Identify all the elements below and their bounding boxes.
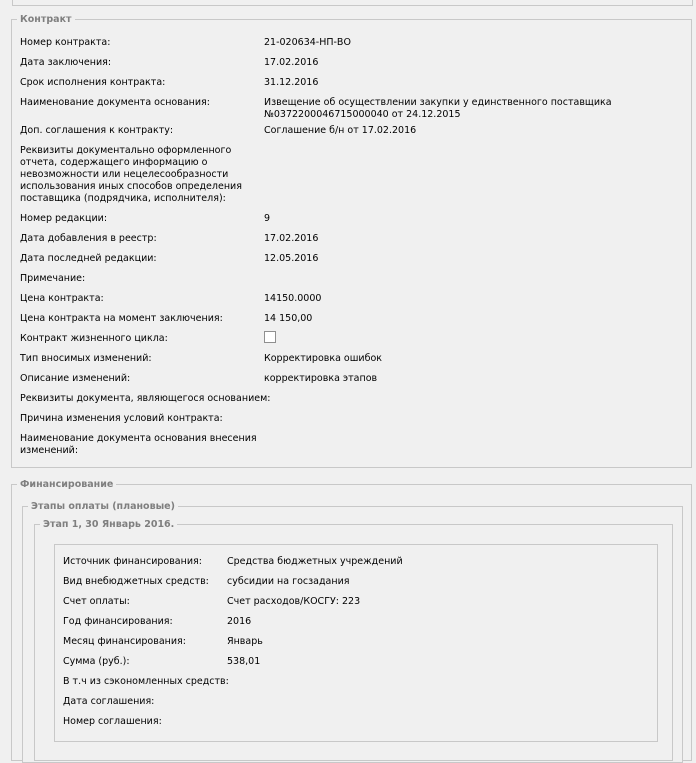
change-type-label: Тип вносимых изменений: xyxy=(20,353,152,364)
change-reason-label: Причина изменения условий контракта: xyxy=(20,413,223,424)
payment-stages-legend: Этапы оплаты (плановые) xyxy=(31,501,175,512)
contract-price-value: 14150.0000 xyxy=(264,293,322,304)
basis-document-value-line1: Извещение об осуществлении закупки у единственного поставщика xyxy=(264,97,612,108)
funding-source-value: Средства бюджетных учреждений xyxy=(227,556,403,567)
execution-date-value: 31.12.2016 xyxy=(264,77,319,88)
report-details-label-line2: отчета, содержащего информацию о xyxy=(20,157,208,168)
report-details-label-line1: Реквизиты документально оформленного xyxy=(20,145,232,156)
report-details-label-line3: невозможности или нецелесообразности xyxy=(20,169,229,180)
change-basis-document-label-line2: изменений: xyxy=(20,445,79,456)
execution-date-label: Срок исполнения контракта: xyxy=(20,77,166,88)
extrabudget-type-label: Вид внебюджетных средств: xyxy=(63,576,209,587)
revision-number-value: 9 xyxy=(264,213,271,224)
payment-account-value: Счет расходов/КОСГУ: 223 xyxy=(227,596,361,607)
contract-number-label: Номер контракта: xyxy=(20,37,111,48)
price-at-conclusion-label: Цена контракта на момент заключения: xyxy=(20,313,223,324)
extrabudget-type-value: субсидии на госзадания xyxy=(227,576,350,587)
stage-1-legend: Этап 1, 30 Январь 2016. xyxy=(43,519,175,530)
change-description-label: Описание изменений: xyxy=(20,373,131,384)
basis-document-value-line2: №0372200046715000040 от 24.12.2015 xyxy=(264,109,461,120)
previous-section-box xyxy=(12,0,693,6)
life-cycle-contract-checkbox[interactable] xyxy=(264,331,276,343)
additional-agreements-label: Доп. соглашения к контракту: xyxy=(20,125,174,136)
funding-year-value: 2016 xyxy=(227,616,252,627)
change-description-value: корректировка этапов xyxy=(264,373,378,384)
life-cycle-contract-label: Контракт жизненного цикла: xyxy=(20,333,168,344)
amount-label: Сумма (руб.): xyxy=(63,656,130,667)
additional-agreements-value: Соглашение б/н от 17.02.2016 xyxy=(264,125,417,136)
registry-date-label: Дата добавления в реестр: xyxy=(20,233,157,244)
agreement-date-label: Дата соглашения: xyxy=(63,696,155,707)
contract-number-value: 21-020634-НП-ВО xyxy=(264,37,351,48)
basis-document-label: Наименование документа основания: xyxy=(20,97,210,108)
contract-legend: Контракт xyxy=(20,14,72,25)
basis-document-details-label: Реквизиты документа, являющегося основанием: xyxy=(20,393,271,404)
price-at-conclusion-value: 14 150,00 xyxy=(264,313,313,324)
funding-year-label: Год финансирования: xyxy=(63,616,173,627)
note-label: Примечание: xyxy=(20,273,86,284)
amount-value: 538,01 xyxy=(227,656,261,667)
funding-source-label: Источник финансирования: xyxy=(63,556,202,567)
report-details-label-line4: использования иных способов определения xyxy=(20,181,242,192)
report-details-label-line5: поставщика (подрядчика, исполнителя): xyxy=(20,193,226,204)
agreement-number-label: Номер соглашения: xyxy=(63,716,162,727)
contract-price-label: Цена контракта: xyxy=(20,293,104,304)
financing-legend: Финансирование xyxy=(20,479,114,490)
revision-number-label: Номер редакции: xyxy=(20,213,108,224)
funding-month-label: Месяц финансирования: xyxy=(63,636,186,647)
payment-account-label: Счет оплаты: xyxy=(63,596,130,607)
conclusion-date-label: Дата заключения: xyxy=(20,57,112,68)
change-type-value: Корректировка ошибок xyxy=(264,353,383,364)
registry-date-value: 17.02.2016 xyxy=(264,233,319,244)
funding-month-value: Январь xyxy=(227,636,263,647)
last-revision-date-label: Дата последней редакции: xyxy=(20,253,157,264)
last-revision-date-value: 12.05.2016 xyxy=(264,253,319,264)
conclusion-date-value: 17.02.2016 xyxy=(264,57,319,68)
saved-funds-label: В т.ч из сэкономленных средств: xyxy=(63,676,229,687)
change-basis-document-label-line1: Наименование документа основания внесения xyxy=(20,433,257,444)
